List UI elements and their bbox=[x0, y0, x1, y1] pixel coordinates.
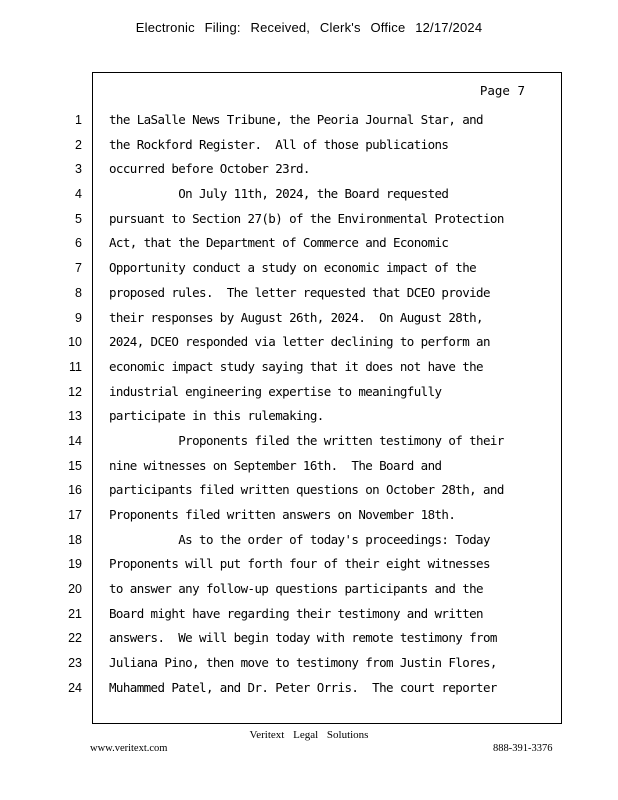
transcript-line: As to the order of today's proceedings: Today bbox=[109, 531, 490, 547]
page-number: Page 7 bbox=[479, 83, 525, 98]
line-number: 18 bbox=[68, 532, 82, 547]
line-number: 16 bbox=[68, 483, 82, 498]
transcript-line: Proponents filed written answers on November 18th. bbox=[109, 507, 456, 522]
line-number: 4 bbox=[75, 187, 82, 202]
line-number: 12 bbox=[68, 384, 82, 399]
transcript-line: Muhammed Patel, and Dr. Peter Orris. The court reporter bbox=[109, 679, 497, 695]
transcript-line: pursuant to Section 27(b) of the Environmental Protection bbox=[109, 210, 504, 226]
transcript-line: their responses by August 26th, 2024. On August 28th, bbox=[109, 309, 483, 325]
line-number: 3 bbox=[75, 162, 82, 177]
transcript-line: answers. We will begin today with remote testimony from bbox=[109, 630, 497, 646]
transcript-line: Proponents will put forth four of their eight witnesses bbox=[109, 556, 490, 572]
line-number: 10 bbox=[68, 335, 82, 350]
line-number: 17 bbox=[68, 508, 82, 522]
line-number: 2 bbox=[75, 137, 82, 152]
line-number: 9 bbox=[75, 310, 82, 325]
transcript-line: Proponents filed the written testimony of their bbox=[109, 432, 504, 448]
line-number: 20 bbox=[68, 582, 82, 597]
transcript-text bbox=[109, 108, 549, 701]
transcript-line: participants filed written questions on October 28th, and bbox=[109, 482, 504, 498]
line-number-column bbox=[0, 108, 84, 701]
transcript-line: Juliana Pino, then move to testimony from Justin Flores, bbox=[109, 655, 497, 671]
line-number: 15 bbox=[68, 458, 82, 473]
line-number: 5 bbox=[75, 211, 82, 226]
transcript-line: participate in this rulemaking. bbox=[109, 408, 324, 424]
filing-stamp-header: Electronic Filing: Received, Clerk's Office 12/17/2024 bbox=[135, 20, 483, 35]
line-number: 13 bbox=[68, 409, 82, 424]
line-number: 8 bbox=[75, 285, 82, 300]
footer-phone: 888-391-3376 bbox=[493, 743, 553, 754]
transcript-line: economic impact study saying that it does not have the bbox=[109, 358, 483, 374]
transcript-line: On July 11th, 2024, the Board requested bbox=[109, 186, 449, 202]
footer-company: Veritext Legal Solutions bbox=[249, 729, 369, 741]
transcript-line: Opportunity conduct a study on economic impact of the bbox=[109, 260, 477, 276]
transcript-line: the Rockford Register. All of those publications bbox=[109, 136, 449, 152]
footer-website: www.veritext.com bbox=[90, 743, 168, 754]
line-number: 22 bbox=[68, 631, 82, 646]
transcript-line: nine witnesses on September 16th. The Board and bbox=[109, 457, 442, 473]
line-number: 19 bbox=[68, 557, 82, 572]
line-number: 23 bbox=[68, 656, 82, 671]
line-number: 21 bbox=[68, 606, 82, 621]
transcript-line: Act, that the Department of Commerce and Economic bbox=[109, 235, 449, 251]
line-number: 7 bbox=[75, 261, 82, 276]
transcript-line: industrial engineering expertise to meaningfully bbox=[109, 383, 442, 399]
transcript-line: proposed rules. The letter requested that DCEO provide bbox=[109, 284, 490, 300]
transcript-line: the LaSalle News Tribune, the Peoria Journal Star, and bbox=[109, 112, 483, 127]
transcript-line: occurred before October 23rd. bbox=[109, 161, 310, 177]
line-number: 11 bbox=[69, 359, 82, 374]
line-number: 14 bbox=[68, 433, 82, 448]
line-number: 6 bbox=[75, 236, 82, 251]
line-number: 24 bbox=[68, 680, 82, 695]
transcript-line: to answer any follow-up questions participants and the bbox=[109, 581, 483, 597]
line-number: 1 bbox=[75, 113, 82, 127]
transcript-line: Board might have regarding their testimony and written bbox=[109, 605, 483, 621]
transcript-line: 2024, DCEO responded via letter declining to perform an bbox=[109, 334, 490, 350]
